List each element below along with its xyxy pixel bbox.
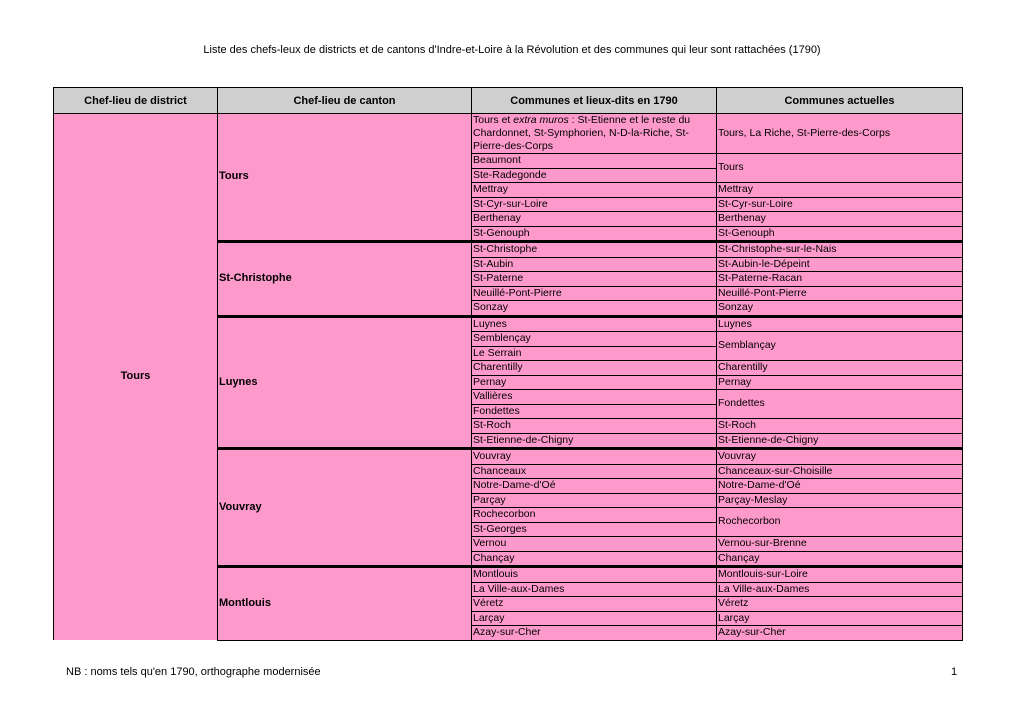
table-row <box>54 114 963 154</box>
commune-1790-cell: Notre-Dame-d'Oé <box>472 479 717 494</box>
commune-actuelle-cell: Chançay <box>717 551 963 567</box>
commune-actuelle-cell: St-Genouph <box>717 226 963 242</box>
commune-actuelle-cell: Rochecorbon <box>717 508 963 537</box>
commune-1790-cell: Chanceaux <box>472 464 717 479</box>
commune-actuelle-cell: Vernou-sur-Brenne <box>717 537 963 552</box>
commune-actuelle-cell: Larçay <box>717 611 963 626</box>
commune-1790-cell: Berthenay <box>472 212 717 227</box>
canton-cell: Montlouis <box>218 567 472 641</box>
commune-actuelle-cell: Azay-sur-Cher <box>717 626 963 641</box>
commune-1790-cell: St-Genouph <box>472 226 717 242</box>
commune-1790-cell: Ste-Radegonde <box>472 168 717 183</box>
commune-1790-cell: Larçay <box>472 611 717 626</box>
commune-1790-cell <box>472 114 717 154</box>
commune-actuelle-cell: Tours <box>717 154 963 183</box>
commune-actuelle-cell: Notre-Dame-d'Oé <box>717 479 963 494</box>
commune-1790-cell: Vernou <box>472 537 717 552</box>
commune-actuelle-cell: Chanceaux-sur-Choisille <box>717 464 963 479</box>
commune-actuelle-cell: Sonzay <box>717 301 963 317</box>
commune-1790-cell: Luynes <box>472 316 717 332</box>
commune-actuelle-cell: St-Etienne-de-Chigny <box>717 433 963 449</box>
commune-1790-cell: Semblençay <box>472 332 717 347</box>
commune-1790-cell: St-Etienne-de-Chigny <box>472 433 717 449</box>
commune-actuelle-cell: Neuillé-Pont-Pierre <box>717 286 963 301</box>
commune-1790-cell: St-Georges <box>472 522 717 537</box>
page-number: 1 <box>951 666 958 678</box>
commune-actuelle-cell: St-Christophe-sur-le-Nais <box>717 242 963 258</box>
header-district: Chef-lieu de district <box>54 88 218 114</box>
commune-1790-cell: St-Aubin <box>472 257 717 272</box>
commune-1790-cell: Vouvray <box>472 449 717 465</box>
district-cell: Tours <box>54 114 218 641</box>
commune-1790-cell: Chançay <box>472 551 717 567</box>
commune-actuelle-cell: Tours, La Riche, St-Pierre-des-Corps <box>717 114 963 154</box>
commune-actuelle-cell: Mettray <box>717 183 963 198</box>
commune-1790-cell: Fondettes <box>472 404 717 419</box>
commune-actuelle-cell: Pernay <box>717 375 963 390</box>
commune-actuelle-cell: La Ville-aux-Dames <box>717 582 963 597</box>
commune-actuelle-cell: Montlouis-sur-Loire <box>717 567 963 583</box>
commune-1790-cell: La Ville-aux-Dames <box>472 582 717 597</box>
commune-actuelle-cell: Fondettes <box>717 390 963 419</box>
commune-1790-cell: Beaumont <box>472 154 717 169</box>
canton-cell: Luynes <box>218 316 472 449</box>
commune-1790-cell: Neuillé-Pont-Pierre <box>472 286 717 301</box>
commune-actuelle-cell: Berthenay <box>717 212 963 227</box>
page-title: Liste des chefs-leux de districts et de cantons d'Indre-et-Loire à la Révolution et des communes qui leur sont rattachées (1790) <box>203 44 821 56</box>
header-canton: Chef-lieu de canton <box>218 88 472 114</box>
commune-actuelle-cell: St-Roch <box>717 419 963 434</box>
commune-1790-cell: Vallières <box>472 390 717 405</box>
canton-cell: Vouvray <box>218 449 472 567</box>
commune-1790-cell: Montlouis <box>472 567 717 583</box>
commune-1790-cell: St-Roch <box>472 419 717 434</box>
commune-italic: extra muros <box>513 114 569 126</box>
commune-actuelle-cell: St-Aubin-le-Dépeint <box>717 257 963 272</box>
header-communes-1790: Communes et lieux-dits en 1790 <box>472 88 717 114</box>
commune-1790-cell: Mettray <box>472 183 717 198</box>
commune-1790-cell: St-Cyr-sur-Loire <box>472 197 717 212</box>
commune-actuelle-cell: Semblançay <box>717 332 963 361</box>
table-body <box>54 114 963 641</box>
commune-1790-cell: Charentilly <box>472 361 717 376</box>
commune-1790-cell: Azay-sur-Cher <box>472 626 717 641</box>
commune-1790-cell: Pernay <box>472 375 717 390</box>
commune-prefix: Tours et <box>473 114 514 126</box>
communes-table <box>53 87 963 641</box>
footer-note: NB : noms tels qu'en 1790, orthographe modernisée <box>66 666 321 678</box>
commune-actuelle-cell: Véretz <box>717 597 963 612</box>
commune-suffix: : St-Etienne et le reste du Chardonnet, St-Symphorien, N-D-la-Riche, St-Pierre-des-Corps <box>473 114 691 152</box>
header-row <box>54 88 963 114</box>
commune-actuelle-cell: St-Cyr-sur-Loire <box>717 197 963 212</box>
commune-1790-cell: Sonzay <box>472 301 717 317</box>
commune-actuelle-cell: St-Paterne-Racan <box>717 272 963 287</box>
header-communes-actuelles: Communes actuelles <box>717 88 963 114</box>
commune-1790-cell: St-Christophe <box>472 242 717 258</box>
commune-actuelle-cell: Vouvray <box>717 449 963 465</box>
commune-1790-cell: St-Paterne <box>472 272 717 287</box>
commune-actuelle-cell: Luynes <box>717 316 963 332</box>
canton-cell: St-Christophe <box>218 242 472 317</box>
commune-actuelle-cell: Parçay-Meslay <box>717 493 963 508</box>
commune-1790-cell: Parçay <box>472 493 717 508</box>
commune-1790-cell: Rochecorbon <box>472 508 717 523</box>
commune-1790-cell: Le Serrain <box>472 346 717 361</box>
commune-1790-cell: Véretz <box>472 597 717 612</box>
commune-actuelle-cell: Charentilly <box>717 361 963 376</box>
canton-cell: Tours <box>218 114 472 242</box>
